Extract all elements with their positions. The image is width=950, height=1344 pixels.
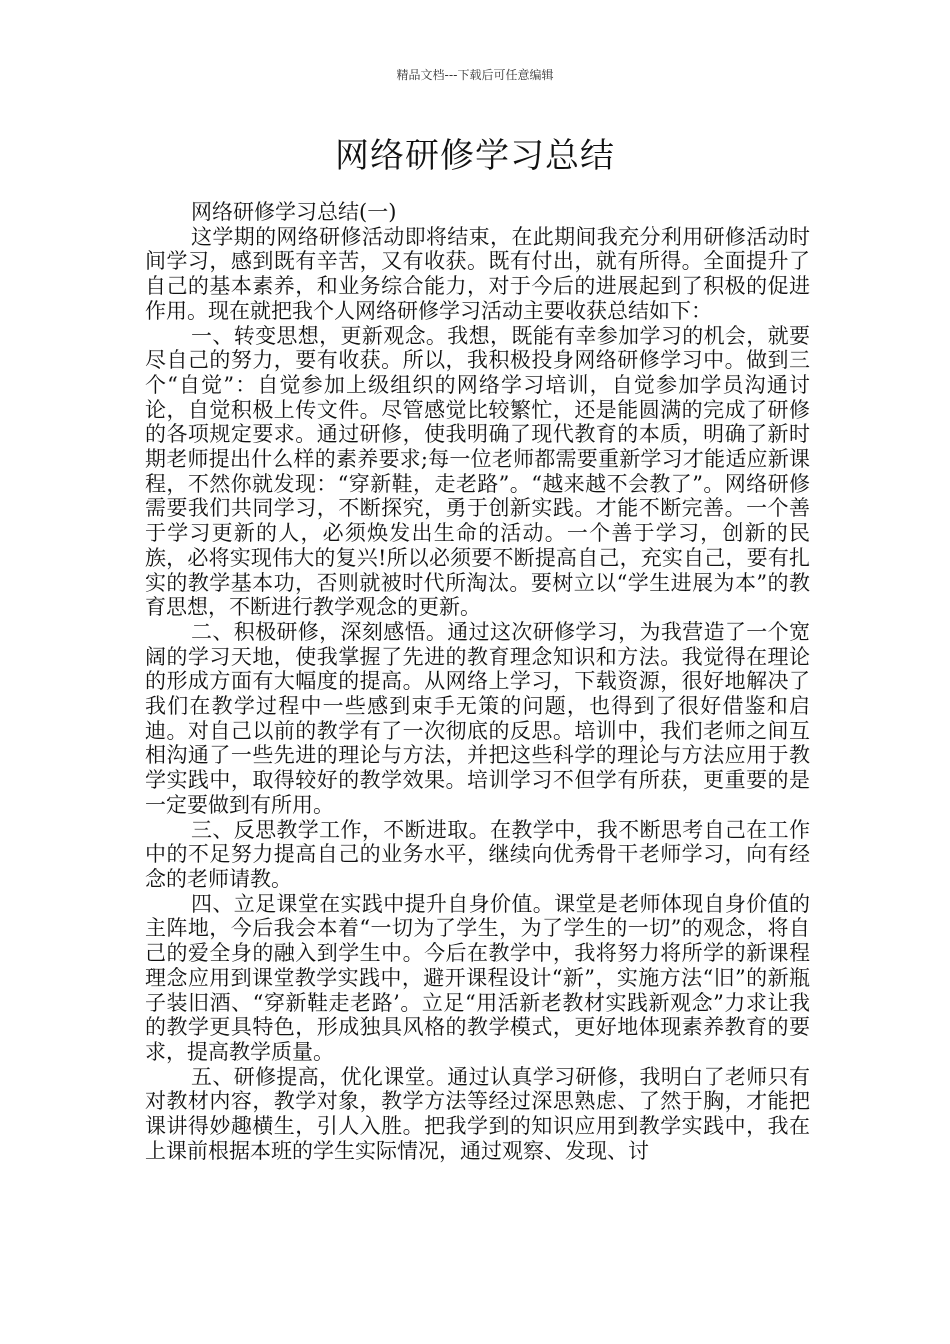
paragraph-2: 二、积极研修，深刻感悟。通过这次研修学习，为我营造了一个宽阔的学习天地，使我掌握了先进的教育理念知识和方法。我觉得在理论的形成方面有大幅度的提高。从网络上学习，下载资源，很好地解决了我们在教学过程中一些感到束手无策的问题，也得到了很好借鉴和启迪。对自己以前的教学有了一次彻底的反思。培训中，我们老师之间互相沟通了一些先进的理论与方法，并把这些科学的理论与方法应用于教学实践中，取得较好的教学效果。培训学习不但学有所获，更重要的是一定要做到有所用。 bbox=[145, 619, 810, 817]
document-body bbox=[145, 200, 810, 1163]
paragraph-4: 四、立足课堂在实践中提升自身价值。课堂是老师体现自身价值的主阵地，今后我会本着“一切为了学生，为了学生的一切”的观念，将自己的爱全身的融入到学生中。今后在教学中，我将努力将所学的新课程理念应用到课堂教学实践中，避开课程设计“新”，实施方法“旧”的新瓶子装旧酒、“穿新鞋走老路’。立足“用活新老教材实践新观念”力求让我的教学更具特色，形成独具风格的教学模式，更好地体现素养教育的要求，提高教学质量。 bbox=[145, 891, 810, 1064]
paragraph-1: 一、转变思想，更新观念。我想，既能有幸参加学习的机会，就要尽自己的努力，要有收获。所以，我积极投身网络研修学习中。做到三个“自觉”：自觉参加上级组织的网络学习培训，自觉参加学员沟通讨论，自觉积极上传文件。尽管感觉比较繁忙，还是能圆满的完成了研修的各项规定要求。通过研修，使我明确了现代教育的本质，明确了新时期老师提出什么样的素养要求;每一位老师都需要重新学习才能适应新课程，不然你就发现：“穿新鞋，走老路”。“越来越不会教了”。网络研修需要我们共同学习，不断探究，勇于创新实践。才能不断完善。一个善于学习更新的人，必须焕发出生命的活动。一个善于学习，创新的民族，必将实现伟大的复兴!所以必须要不断提高自己，充实自己，要有扎实的教学基本功，否则就被时代所淘汰。要树立以“学生进展为本”的教育思想，不断进行教学观念的更新。 bbox=[145, 323, 810, 620]
page-header: 精品文档---下载后可任意编辑 bbox=[396, 68, 554, 82]
document-title: 网络研修学习总结 bbox=[335, 136, 615, 176]
paragraph-3: 三、反思教学工作，不断进取。在教学中，我不断思考自己在工作中的不足努力提高自己的业务水平，继续向优秀骨干老师学习，向有经念的老师请教。 bbox=[145, 817, 810, 891]
section-subtitle: 网络研修学习总结(一) bbox=[191, 200, 397, 224]
paragraph-intro: 这学期的网络研修活动即将结束，在此期间我充分利用研修活动时间学习，感到既有辛苦，又有收获。既有付出，就有所得。全面提升了自己的基本素养，和业务综合能力，对于今后的进展起到了积极的促进作用。现在就把我个人网络研修学习活动主要收获总结如下： bbox=[145, 224, 810, 323]
paragraph-5: 五、研修提高，优化课堂。通过认真学习研修，我明白了老师只有对教材内容，教学对象，教学方法等经过深思熟虑、了然于胸，才能把课讲得妙趣横生，引人入胜。把我学到的知识应用到教学实践中，我在上课前根据本班的学生实际情况，通过观察、发现、讨 bbox=[145, 1064, 810, 1163]
